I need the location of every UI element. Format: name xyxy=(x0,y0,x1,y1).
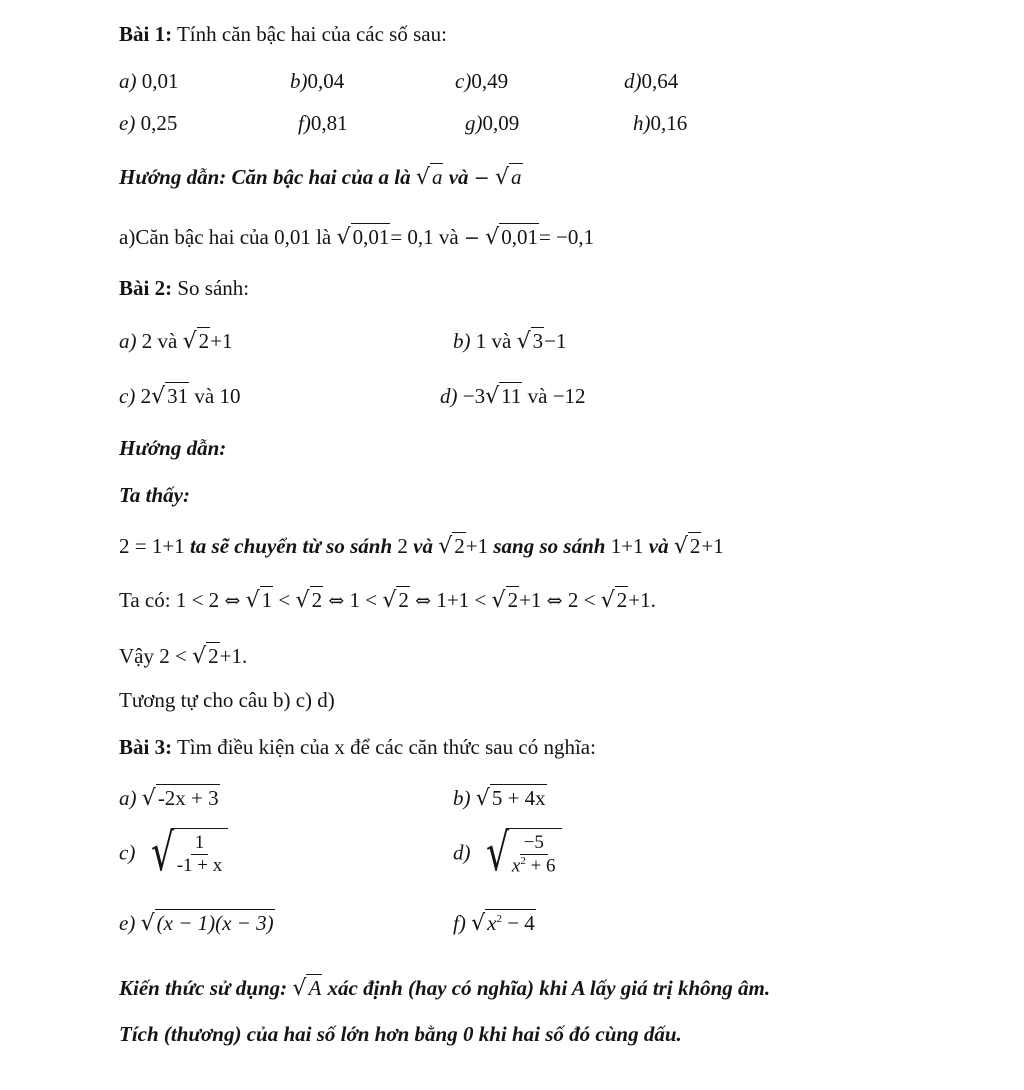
bai3-item-e: e) √(x − 1)(x − 3) xyxy=(119,911,274,936)
bai1-prompt: Tính căn bậc hai của các số sau: xyxy=(176,22,447,46)
bai1-example: a)Căn bậc hai của 0,01 là √0,01= 0,1 và − √0,01= −0,1 xyxy=(119,225,595,250)
bai2-item-b: b) 1 và √3−1 xyxy=(453,329,567,354)
bai2-transform-line: 2 = 1+1 ta sẽ chuyển từ so sánh 2 và √2+1 sang so sánh 1+1 và √2+1 xyxy=(119,534,724,559)
bai1-guide: Hướng dẫn: Căn bậc hai của a là √a và − √a xyxy=(119,165,522,190)
bai2-guide: Hướng dẫn: xyxy=(119,436,227,460)
bai2-prompt: So sánh: xyxy=(177,276,250,300)
bai3-item-b: b) √5 + 4x xyxy=(453,786,546,811)
neg-sqrt-a: √a xyxy=(494,165,522,190)
bai2-item-c: c) 2√31 và 10 xyxy=(119,384,241,409)
bai1-item-d: d)0,64 xyxy=(624,69,679,93)
bai1-heading xyxy=(119,24,447,45)
bai2-title: Bài 2: xyxy=(119,276,173,300)
bai3-item-f: f) $√x^2 - 4$ xyxy=(453,911,535,936)
bai2-item-d: d) −3√11 và −12 xyxy=(440,384,586,409)
bai3-heading xyxy=(119,737,596,758)
bai3-item-d: d) √ $\frac{-5}{x^2 + 6}$ xyxy=(453,828,562,878)
bai1-item-c: c)0,49 xyxy=(455,69,509,93)
knowledge-line-1: Kiến thức sử dụng: √A xác định (hay có nghĩa) khi A lấy giá trị không âm. xyxy=(119,976,771,1001)
bai1-item-h: h)0,16 xyxy=(633,111,688,135)
bai1-item-e: e) 0,25 xyxy=(119,111,178,135)
bai2-taco-line: Ta có: 1 < 2 ⇔ √1 < √2 ⇔ 1 < √2 ⇔ 1+1 < √2+1 ⇔ 2 < √2+1. xyxy=(119,588,656,613)
bai3-title: Bài 3: xyxy=(119,735,173,759)
bai2-conclusion: Vậy 2 < √2+1. xyxy=(119,644,248,669)
knowledge-line-2: Tích (thương) của hai số lớn hơn bằng 0 khi hai số đó cùng dấu. xyxy=(119,1022,682,1046)
bai1-item-f: f)0,81 xyxy=(298,111,348,135)
sqrt-a: √a xyxy=(415,165,443,190)
bai2-item-a: a) 2 và √2+1 xyxy=(119,329,233,354)
bai1-item-a: a) 0,01 xyxy=(119,69,179,93)
bai3-item-a: a) √-2x + 3 xyxy=(119,786,219,811)
bai2-similar: Tương tự cho câu b) c) d) xyxy=(119,688,335,712)
bai3-item-c: c) √ $\frac{1}{-1 + x}$ xyxy=(119,828,228,878)
bai1-item-g: g)0,09 xyxy=(465,111,520,135)
bai1-title: Bài 1: xyxy=(119,22,173,46)
bai2-heading xyxy=(119,278,249,299)
bai3-prompt: Tìm điều kiện của x để các căn thức sau có nghĩa: xyxy=(176,735,596,759)
bai2-observe: Ta thấy: xyxy=(119,483,190,507)
bai1-item-b: b)0,04 xyxy=(290,69,345,93)
